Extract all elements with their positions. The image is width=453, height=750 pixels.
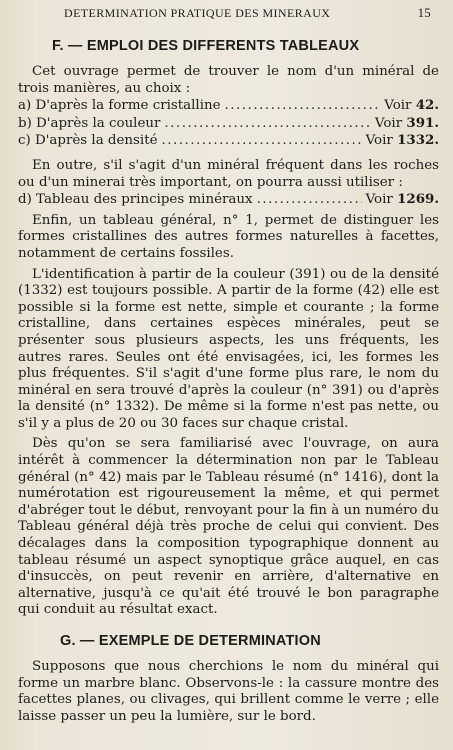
page-number: 15 [417, 6, 431, 20]
entry-label: d) Tableau des principes minéraux [18, 192, 253, 208]
section-f-paragraph-5: Dès qu'on se sera familiarisé avec l'ouvrage, on aura intérêt à commencer la détermination non par le Tableau général (n° 42) mais par le Tableau résumé (n° 1416), dont la numérotation est rigoureusement la même, et qui permet d'abréger tout le début, renvoyant pour la fin à un numéro du Tableau général déjà très proche de celui qui convient. Des décalages dans la composition typographique donnent au tableau résumé un aspect synoptique grâce auquel, en cas d'insuccès, on peut revenir en arrière, d'alternative en alternative, jusqu'à ce qu'ait été trouvé le bon paragraphe qui conduit au résultat exact. [18, 436, 439, 618]
entry-ref: Voir [384, 98, 412, 114]
leader-dots [164, 116, 371, 133]
section-f-intro: Cet ouvrage permet de trouver le nom d'un minéral de trois manières, au choix : [18, 64, 439, 96]
entry-number: 1269. [397, 191, 439, 208]
section-f-paragraph-2: En outre, s'il s'agit d'un minéral fréquent dans les roches ou d'un minerai très important, on pourra aussi utiliser : [18, 157, 439, 190]
section-g-paragraph-1: Supposons que nous cherchions le nom du minéral qui forme un marbre blanc. Observons-le : la cassure montre des facettes planes, ou clivages, qui brillent comme le verre ; elle laisse passer un peu la lumière, sur le bord. [18, 659, 439, 724]
entry-label: a) D'après la forme cristalline [18, 98, 221, 114]
leader-dots [257, 192, 362, 209]
entry-principal-minerals [18, 191, 439, 209]
running-title: DETERMINATION PRATIQUE DES MINERAUX [64, 6, 331, 20]
section-f-paragraph-3: Enfin, un tableau général, n° 1, permet de distinguer les formes cristallines des autres formes naturelles à facettes, notamment de certains fossiles. [18, 212, 439, 261]
entry-ref: Voir [374, 115, 403, 131]
entry-density [18, 132, 439, 150]
entry-ref: Voir [365, 133, 393, 149]
entry-ref: Voir [365, 192, 393, 208]
section-g-heading: G. — EXEMPLE DE DETERMINATION [60, 633, 321, 649]
entry-label: c) D'après la densité [18, 133, 158, 149]
entry-number: 391. [406, 114, 439, 131]
section-f-paragraph-4: L'identification à partir de la couleur (391) ou de la densité (1332) est toujours possible. A partir de la forme (42) elle est possible si la forme est nette, simple et courante ; la forme cristalline, dans certaines espèces minérales, peut se présenter sous plusieurs aspects, les uns fréquents, les autres rares. Seules ont été envisagées, ici, les formes les plus fréquentes. S'il s'agit d'une forme plus rare, le nom du minéral en sera trouvé d'après la couleur (n° 391) ou d'après la densité (n° 1332). De même si la forme n'est pas nette, ou s'il y a plus de 20 ou 30 faces sur chaque cristal. [18, 266, 439, 431]
section-f-heading: F. — EMPLOI DES DIFFERENTS TABLEAUX [52, 38, 360, 54]
entry-number: 42. [415, 97, 439, 114]
entry-number: 1332. [397, 132, 439, 149]
lookup-entries [18, 97, 439, 150]
entry-form [18, 97, 439, 115]
entry-label: b) D'après la couleur [18, 115, 161, 131]
leader-dots [162, 133, 362, 150]
running-header [64, 6, 439, 24]
entry-color [18, 115, 439, 133]
leader-dots [225, 98, 381, 115]
